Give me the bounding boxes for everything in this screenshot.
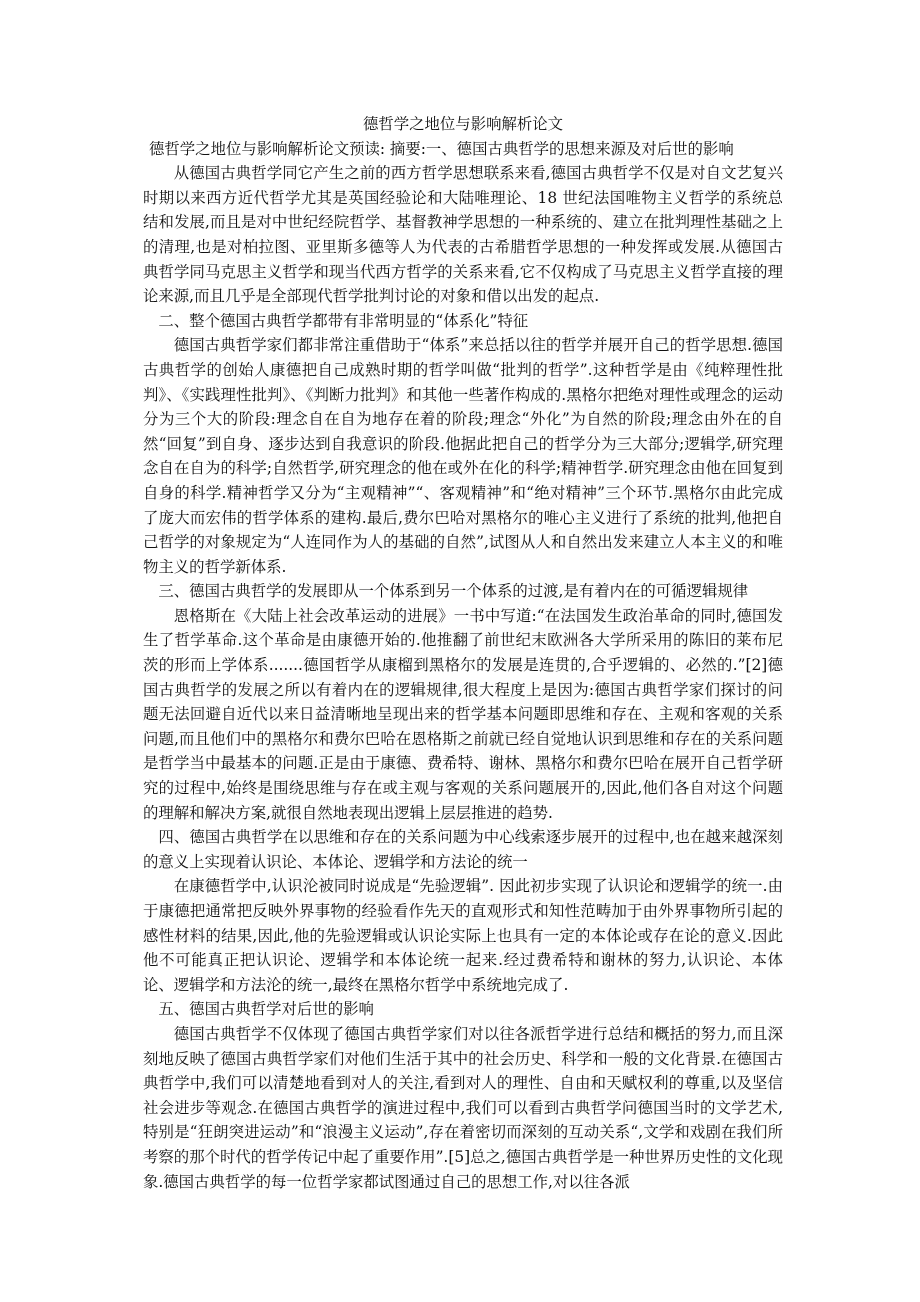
document-title: 德哲学之地位与影响解析论文 (362, 115, 564, 133)
body-paragraph: 德国古典哲学家们都非常注重借助于“体系”来总括以往的哲学并展开自己的哲学思想.德国古典哲学的创始人康德把自己成熟时期的哲学叫做“批判的哲学”.这种哲学是由《纯粹理性批判》、《实践理性批判》、《判断力批判》和其他一些著作构成的.黑格尔把绝对理性或理念的运动分为三个大的阶段:理念自在自为地存在着的阶段;理念“外化”为自然的阶段;理念由外在的自然“回复”到自身、逐步达到自我意识的阶段.他据此把自己的哲学分为三大部分;逻辑学,研究理念自在自为的科学;自然哲学,研究理念的他在或外在化的科学;精神哲学.研究理念由他在回复到自身的科学.精神哲学又分为“主观精神”“、客观精神”和“绝对精神”三个环节.黑格尔由此完成了庞大而宏伟的哲学体系的建构.最后,费尔巴哈对黑格尔的唯心主义进行了系统的批判,他把自己哲学的对象规定为“人连同作为人的基础的自然”,试图从人和自然出发来建立人本主义的和唯物主义的哲学新体系. (143, 336, 783, 576)
section-heading: 四、德国古典哲学在以思维和存在的关系问题为中心线索逐步展开的过程中,也在越来越深刻的意义上实现着认识论、本体论、逻辑学和方法论的统一 (143, 828, 783, 871)
preview-line: 德哲学之地位与影响解析论文预读: 摘要:一、德国古典哲学的思想来源及对后世的影响 (149, 139, 734, 158)
section-heading: 二、整个德国古典哲学都带有非常明显的“体系化”特征 (158, 311, 529, 330)
section-heading: 五、德国古典哲学对后世的影响 (158, 1000, 374, 1019)
body-paragraph: 德国古典哲学不仅体现了德国古典哲学家们对以往各派哲学进行总结和概括的努力,而且深刻地反映了德国古典哲学家们对他们生活于其中的社会历史、科学和一般的文化背景.在德国古典哲学中,我们可以清楚地看到对人的关注,看到对人的理性、自由和天赋权利的尊重,以及坚信社会进步等观念.在德国古典哲学的演进过程中,我们可以看到古典哲学问德国当时的文学艺术,特别是“狂朗突进运动”和“浪漫主义运动”,存在着密切而深刻的互动关系“,文学和戏剧在我们所考察的那个时代的哲学传记中起了重要作用”.[5]总之,德国古典哲学是一种世界历史性的文化现象.德国古典哲学的每一位哲学家都试图通过自己的思想工作,对以往各派 (143, 1024, 783, 1191)
body-paragraph: 恩格斯在《大陆上社会改革运动的进展》一书中写道:“在法国发生政治革命的同时,德国发生了哲学革命.这个革命是由康德开始的.他推翻了前世纪末欧洲各大学所采用的陈旧的莱布尼茨的形而上学体系.......德国哲学从康榴到黑格尔的发展是连贯的,合乎逻辑的、必然的.”[2]德国古典哲学的发展之所以有着内在的逻辑规律,很大程度上是因为:德国古典哲学家们探讨的问题无法回避自近代以来日益清晰地呈现出来的哲学基本问题即思维和存在、主观和客观的关系问题,而且他们中的黑格尔和费尔巴哈在恩格斯之前就已经自觉地认识到思维和存在的关系问题是哲学当中最基本的问题.正是由于康德、费希特、谢林、黑格尔和费尔巴哈在展开自己哲学研究的过程中,始终是围绕思维与存在或主观与客观的关系问题展开的,因此,他们各自对这个问题的理解和解决方案,就很自然地表现出逻辑上层层推进的趋势. (143, 606, 783, 822)
section-heading: 三、德国古典哲学的发展即从一个体系到另一个体系的过渡,是有着内在的可循逻辑规律 (158, 582, 749, 601)
body-paragraph: 在康德哲学中,认识沦被同时说成是“先验逻辑”. 因此初步实现了认识论和逻辑学的统一.由于康德把通常把反映外界事物的经验看作先天的直观形式和知性范畴加于由外界事物所引起的感性材料的结果,因此,他的先验逻辑或认识论实际上也具有一定的本体论或存在论的意义.因此他不可能真正把认识论、逻辑学和本体论统一起来.经过费希特和谢林的努力,认识论、本体论、逻辑学和方法沦的统一,最终在黑格尔哲学中系统地完成了. (143, 877, 783, 994)
document-body (143, 112, 783, 1194)
document-sections (143, 161, 783, 1194)
body-paragraph: 从德国古典哲学同它产生之前的西方哲学思想联系来看,德国古典哲学不仅是对自文艺复兴时期以来西方近代哲学尤其是英国经验论和大陆唯理论、18 世纪法国唯物主义哲学的系统总结和发展,而且是对中世纪经院哲学、基督教神学思想的一种系统的、建立在批判理性基础之上的清理,也是对柏拉图、亚里斯多德等人为代表的古希腊哲学思想的一种发挥或发展.从德国古典哲学同马克思主义哲学和现当代西方哲学的关系来看,它不仅构成了马克思主义哲学直接的理论来源,而且几乎是全部现代哲学批判讨论的对象和借以出发的起点. (143, 164, 783, 306)
